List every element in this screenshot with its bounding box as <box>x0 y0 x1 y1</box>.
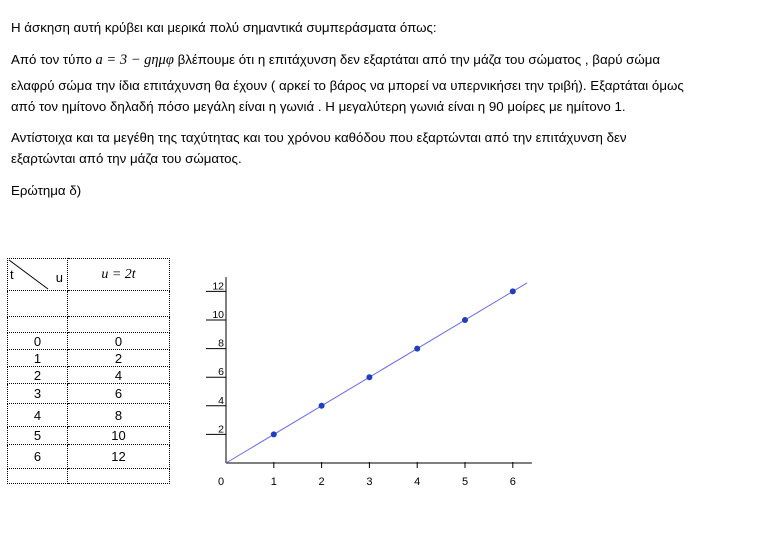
formula-prefix: Από τον τύπο <box>11 52 96 67</box>
intro-paragraph: Η άσκηση αυτή κρύβει και μερικά πολύ σημαντικά συμπεράσματα όπως: <box>11 20 437 35</box>
table-cell: 0 <box>8 333 68 350</box>
table-cell: 5 <box>8 427 68 445</box>
table-cell: 4 <box>68 367 170 384</box>
velocity-paragraph-line2: εξαρτώνται από την μάζα του σώματος. <box>11 151 242 166</box>
table-cell: 6 <box>68 384 170 404</box>
x-tick-label: 2 <box>318 476 325 488</box>
x-tick-label: 5 <box>461 476 469 488</box>
formula-paragraph-line2: ελαφρύ σώμα την ίδια επιτάχυνση θα έχουν ( αρκεί το βάρος να μπορεί να υπερνικήσει την τριβή). Εξαρτάται όμως <box>11 78 684 93</box>
y-tick-label: 2 <box>218 423 224 436</box>
formula-suffix: βλέπουμε ότι η επιτάχυνση δεν εξαρτάται από την μάζα του σώματος , βαρύ σώμα <box>173 52 661 67</box>
data-point <box>510 288 516 294</box>
header-t-label: t <box>10 267 14 282</box>
table-cell: 2 <box>8 367 68 384</box>
table-cell: 3 <box>8 384 68 404</box>
table-cell: 10 <box>68 427 170 445</box>
table-cell: 6 <box>8 445 68 469</box>
data-point <box>319 403 325 409</box>
formula-paragraph-line3: από τον ημίτονο δηλαδή πόσο μεγάλη είναι η γωνιά . Η μεγαλύτερη γωνιά είναι η 90 μοίρες με ημίτονο 1. <box>11 99 626 114</box>
table-header-formula: u = 2t <box>68 259 170 291</box>
question-d-heading: Ερώτημα δ) <box>11 183 82 198</box>
y-tick-label: 6 <box>218 366 224 379</box>
table-cell: 0 <box>68 333 170 350</box>
table-cell: 12 <box>68 445 170 469</box>
x-tick-label: 3 <box>366 476 373 488</box>
data-point <box>414 346 420 352</box>
table-cell: 2 <box>68 350 170 367</box>
y-tick-label: 10 <box>212 309 224 321</box>
table-cell: 1 <box>8 350 68 367</box>
y-tick-label: 12 <box>212 280 224 293</box>
y-tick-label: 8 <box>218 337 224 350</box>
table-cell: 4 <box>8 404 68 427</box>
header-u-label: u <box>55 270 63 285</box>
data-point <box>462 317 468 323</box>
data-point <box>271 431 277 437</box>
acceleration-formula: a = 3 − gημφ <box>95 52 174 68</box>
data-point <box>366 374 372 380</box>
velocity-paragraph-line1: Αντίστοιχα και τα μεγέθη της ταχύτητας και του χρόνου καθόδου που εξαρτώνται από την επιτάχυνση δεν <box>11 130 627 145</box>
table-cell: 8 <box>68 404 170 427</box>
fit-line <box>226 283 527 463</box>
x-tick-label: 1 <box>270 476 277 488</box>
x-tick-label: 6 <box>509 476 516 488</box>
x-tick-label: 0 <box>217 476 225 488</box>
y-tick-label: 4 <box>218 394 224 407</box>
x-tick-label: 4 <box>414 476 421 488</box>
